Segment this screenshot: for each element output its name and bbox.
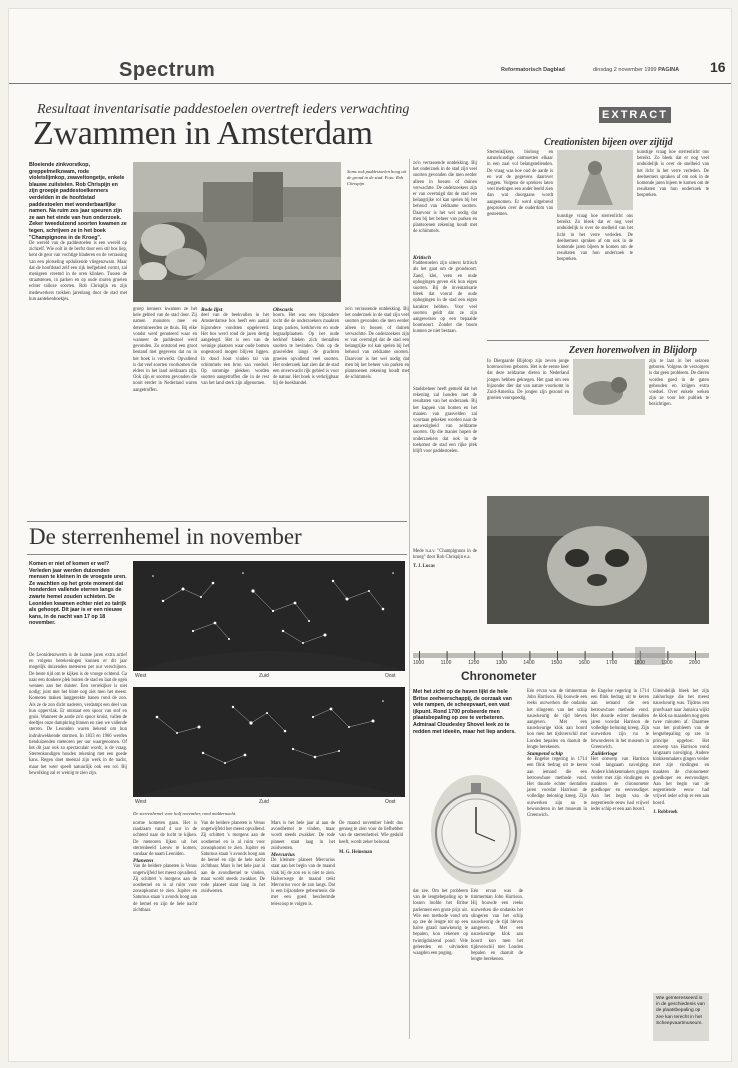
masthead	[9, 49, 731, 84]
chron-col3-text: Eén ervan was de timmerman John Harrison. Hij bouwde een reeks uurwerken die ondanks het slingeren van het schip nauwkeurig de tijd bleven aangeven. Met een nauwkeurige klok aan boord kon men het tijdsverschil met Londen bepalen en daaruit de lengte berekenen.	[527, 689, 587, 750]
extract-item1-col3: kunstige vraag hoe sterrenlicht ons bereikt. Zo bleek dat er nog veel onduidelijk is over de snelheid van het licht in het verre verleden. De deelnemers spraken af om ook in de komende jaren bijeen te komen om de resultaten van hun onderzoek te bespreken.	[637, 150, 709, 199]
subheading-zuilderloge: Zuilderloge	[591, 751, 618, 758]
timeline-year-label: 1800	[633, 660, 645, 666]
article-column-2: groep kenners kwamen ze het hele gebied van de stad door. Zij namen monsters mee en determineerden ze thuis. Bij elke vondst werd genoteerd waar en wanneer de paddestoel werd gevonden. Zo ontstond een groot bestand met gegevens dat nu in het boek is verwerkt. Opvallend is dat veel soorten voorkomen die elders in het land zeldzaam zijn. Ook zijn er soorten gevonden die nooit eerder in Nederland waren aangetroffen.	[133, 307, 197, 393]
star-map-west	[133, 561, 405, 671]
chron-col4-more: Het ontwerp van Harrison vond langzaam navolging. Andere klokkenmakers gingen verder met zijn vindingen en maakten de chronometer goedkoper en eenvoudiger. Aan het begin van de negentiende eeuw had vrijwel ieder schip er een aan boord.	[591, 757, 649, 812]
article-column-8: Stadsbeheer heeft gemeld dat het rekening zal houden met de resultaten van het onderzoek. Bij het kappen van bomen en het maaien van grasvelden zal voortaan gekeken worden naar de aanwezigheid van zeldzame soorten. Op die manier hopen de onderzoekers dat ook in de toekomst de stad een rijke plek blijft voor paddestoelen.	[413, 387, 477, 455]
chronometer-byline: J. Robbroek	[653, 809, 678, 815]
stars-column-3	[201, 821, 265, 1046]
wolf-photo	[573, 359, 645, 415]
extract-item2-title: Zeven horenwolven in Blijdorp	[569, 345, 698, 356]
stars-column-4	[271, 821, 335, 1046]
stars-lede: Komen er niet of komen er wel? Verleden jaar werden duizenden mensen te kleinen in de vroegste uren. Ze wachtten op het grote moment dat honderden vallende sterren langs de zwarte hemel zouden schieten. De Leoniden kwamen echter niet zo talrijk als gehoopt. Dit jaar is er een nieuwe kans, in de nacht van 17 op 18 november.	[29, 561, 127, 627]
column-3-text: deel van de beekvallen in het Amsterdamse bos heeft een aantal bijzondere vondsten opgeleverd. Het bos werd rond de jaren dertig aangelegd. Het is een van de weinige plaatsen waar oude bomen ongestoord mogen blijven liggen. In dood hout vinden tal van schimmels een bron van voedsel. Op sommige plekken worden soorten aangetroffen die in de rest van het land sterk zijn afgenomen.	[201, 313, 269, 387]
timeline-year-label: 1200	[468, 660, 480, 666]
extract-divider	[487, 340, 709, 341]
timeline-year-label: 2000	[689, 660, 701, 666]
star-map-east-graphic	[133, 687, 405, 797]
stars-top-rule	[27, 521, 407, 522]
extract-item1-col2: kunstige vraag hoe sterrenlicht ons bereikt. Zo bleek dat er nog veel onduidelijk is over de snelheid van het licht in het verre verleden. De deelnemers spraken af om ook in de komende jaren bijeen te komen om de resultaten van hun onderzoek te bespreken.	[557, 214, 633, 263]
timeline-year-label: 1100	[440, 660, 452, 666]
stars-column-2-more: Van de heldere planeten is Venus ongetwijfeld het meest opvallend. Zij schittert 's morgens aan de oosthemel en is al ruim voor zonsopkomst te zien. Jupiter en Saturnus staan 's avonds hoog aan de hemel en zijn de hele nacht zichtbaar.	[133, 864, 197, 913]
extract-label: EXTRACT	[599, 107, 671, 123]
stars-headline: De sterrenhemel in november	[29, 524, 302, 549]
article-column-6: zo'n verrassende ontdekking. Bij het onderzoek in de stad zijn veel soorten gevonden die men eerder alleen in bossen of duinen verwachtte. De onderzoekers zijn er van overtuigd dat de stad een belangrijke rol kan spelen bij het behoud van zeldzame soorten. Daarvoor is het wel nodig dat men bij het beheer van parken en plantsoenen rekening houdt met de schimmels.	[413, 161, 477, 235]
book-reference: Mede n.a.v. "Champignons in de kroeg" door Rob Chrispijn e.a.	[413, 549, 477, 561]
stars-column-3-text: Van de heldere planeten is Venus ongetwijfeld het meest opvallend. Zij schittert 's morgens aan de oosthemel en is al ruim voor zonsopkomst te zien. Jupiter en Saturnus staan 's avonds hoog aan de hemel en zijn de hele nacht zichtbaar.	[201, 821, 265, 870]
star-map-east	[133, 687, 405, 797]
stars-column-1-more2: De Leoniden waren bekend om hun indrukwekkende stormen. In 1833 en 1966 werden tienduizenden meteoren per uur waargenomen. Of het dit jaar ook zo spectaculair wordt, is de vraag. Sterrenkundigen houden rekening met een goede kans.	[29, 727, 127, 764]
chron-col5-more: Het ontwerp van Harrison vond langzaam navolging. Andere klokkenmakers gingen verder met zijn vindingen en maakten de chronometer goedkoper en eenvoudiger. Aan het begin van de negentiende eeuw had vrijwel ieder schip er een aan boord.	[653, 738, 710, 806]
timeline-year-label: 1000	[413, 660, 425, 666]
timeline-labels	[413, 659, 709, 667]
column-divider	[409, 159, 410, 1039]
stars-byline: M. G. Heinsman	[339, 849, 373, 855]
stars-column-1-text: De Leonidenzwerm is de laatste jaren extra actief en volgens berekeningen kunnen er dit jaar mogelijk duizenden meteoren per uur verschijnen. De beste tijd om te kijken is de vroege ochtend. Ga naar een donkere plek buiten de stad en laat de ogen wennen aan het duister. Een verrekijker is niet nodig; juist met het blote oog ziet men het meest.	[29, 653, 127, 696]
chronometer-graphic	[431, 775, 521, 885]
map2-south-label: Zuid	[259, 799, 269, 805]
wolf-graphic	[573, 359, 645, 415]
timeline-year-label: 1500	[551, 660, 563, 666]
chronometer-column-3	[527, 689, 587, 1039]
chronometer-column-4	[591, 689, 649, 1039]
stars-column-5-text: De maand november biedt dus genoeg te zien voor de liefhebber van de sterrenhemel. Wie geduld heeft, wordt zeker beloond.	[339, 821, 403, 845]
map1-east-label: Oost	[385, 673, 396, 679]
map1-west-label: West	[135, 673, 147, 679]
subheading-kritisch: Kritisch	[413, 255, 432, 261]
timeline-year-label: 1400	[523, 660, 535, 666]
page-number: 16	[710, 59, 726, 75]
mushroom-photo-graphic	[133, 162, 341, 302]
article-column-7	[413, 255, 477, 383]
timeline-year-label: 1900	[661, 660, 673, 666]
extract-item1-photo	[557, 150, 633, 210]
star-map-east-labels	[133, 798, 405, 810]
article-kicker: Resultaat inventarisatie paddestoelen overtreft ieders verwachting	[37, 102, 410, 117]
chronometer-lede: Met het zicht op de haven lijkt de hele Britse zeeheerschappij, de oorzaak van vele rampen, de scheepvaart, een vast ijkpunt. Rond 1700 probeerde men plaatsbepaling op zee te verbeteren. Admiraal Cloudesley Shovel leek zo te redden met ideeën, maar het liep anders.	[413, 689, 516, 735]
date-text: dinsdag 2 november 1999	[593, 67, 657, 73]
extract-item1-title: Creationisten bijeen over zijtijd	[544, 137, 673, 148]
article-column-4	[273, 307, 339, 387]
timeline-year-label: 1300	[495, 660, 507, 666]
star-map-west-graphic	[133, 561, 405, 671]
page-label: PAGINA	[658, 67, 680, 73]
extract-item1-col1: Sterrenkijkers, bioloog en natuurkundige ontmoetten elkaar in een zaal vol belangstellenden. De vraag was hoe oud de aarde is en wat de gegevens daarover zeggen. Volgens de sprekers laten veel metingen een ander beeld zien dan wat doorgaans wordt aangenomen. Er werd uitgebreid gesproken over de ouderdom van gesteenten.	[487, 150, 553, 218]
stars-column-5	[339, 821, 403, 1046]
map2-west-label: West	[135, 799, 147, 805]
stars-column-1-more: Kometen maken langgerekte banen rond de zon. Als ze de zon dicht naderen, verdampt een deel van hun oppervlak. Er ontstaat een spoor van stof en gruis. Wanneer de aarde zo'n spoor kruist, vallen de deeltjes onze dampkring binnen en zien we vallende sterren.	[29, 696, 128, 733]
article-column-1: De wereld van de paddestoelen is een wereld op zichzelf. Wie ooit in de herfst door een stil bos liep, kent de geur van vochtige bladeren en de verrassing van een plotseling opduikende vliegenzwam. Maar dat de hoofdstad zelf een rijk leefgebied vormt, zal menigeen vreemd in de oren klinken. Tussen de straatstenen, in parken en op oude muren groeien echter talloze soorten. Rob Chrispijn en zijn medewerkers trokken jarenlang door de stad met hun aantekenboekjes.	[29, 241, 127, 302]
subheading-rode-lijst: Rode lijst	[201, 307, 223, 313]
chron-col3-more: de Engelse regering in 1714 een flink bedrag uit te keren aan iemand die een betrouwbare methode vond. Het duurde echter tientallen jaren voordat Harrison de volledige beloning kreeg. Zijn uurwerken zijn nu te bewonderen in het museum in Greenwich.	[527, 757, 587, 819]
chronometer-photo	[431, 775, 521, 885]
star-map-west-labels	[133, 672, 405, 684]
stars-column-3-more: Mars is het hele jaar al aan de avondhemel te vinden, maar wordt steeds zwakker. De rode planeet staat laag in het zuidwesten.	[201, 864, 266, 895]
horenwolf-photo	[487, 496, 709, 624]
stars-column-4-more: De kleinste planeet Mercurius staat aan het begin van de maand vlak bij de zon en is niet te zien. Halverwege de maand trekt Mercurius voor de zon langs. Dat is een bijzondere gebeurtenis die met een goed beschermde telescoop te volgen is.	[271, 858, 335, 907]
subheading-mercurius: Mercurius	[271, 852, 295, 859]
subheading-obscuris: Obscuris	[273, 307, 294, 313]
newspaper-page	[8, 8, 732, 1062]
map1-south-label: Zuid	[259, 673, 269, 679]
timeline-year-label: 1700	[606, 660, 618, 666]
chronometer-column-5	[653, 689, 709, 987]
article-column-5: zo'n verrassende ontdekking. Bij het onderzoek in de stad zijn veel soorten gevonden die men eerder alleen in bossen of duinen verwachtte. De onderzoekers zijn er van overtuigd dat de stad een belangrijke rol kan spelen bij het behoud van zeldzame soorten. Daarvoor is het wel nodig dat men bij het beheer van parken en plantsoenen rekening houdt met de schimmels.	[345, 307, 409, 381]
stars-column-4-text: Mars is het hele jaar al aan de avondhemel te vinden, maar wordt steeds zwakker. De rode planeet staat laag in het zuidwesten.	[271, 821, 335, 851]
mushroom-photo	[133, 162, 341, 302]
article-column-9	[413, 549, 477, 629]
chronometer-column-2: Eén ervan was de timmerman John Harrison. Hij bouwde een reeks uurwerken die ondanks het slingeren van het schip nauwkeurig de tijd bleven aangeven. Met een nauwkeurige klok aan boord kon men het tijdsverschil met Londen bepalen en daaruit de lengte berekenen.	[471, 889, 523, 963]
extract-item2-col2: zijn te laat in het seizoen geboren. Volgens de verzorgers is dat geen probleem. De dieren worden goed in de gaten gehouden en krijgen extra voedsel. Over enkele weken zijn ze voor het publiek te bezichtigen.	[649, 359, 709, 408]
timeline-year-label: 1600	[578, 660, 590, 666]
stars-bottom-rule	[27, 554, 407, 555]
chronometer-info-box: Wie geïnteresseerd is in de geschiedenis van de plaatsbepaling op zee kan terecht in het Scheepvaartmuseum.	[653, 993, 709, 1041]
stars-column-1-more3: Regen doet meestal zijn werk in de nacht, maar het weer speelt natuurlijk ook een rol. Bij bewolking zal er weinig te zien zijn.	[29, 758, 128, 776]
subheading-stampend-schip: Stampend schip	[527, 751, 563, 758]
map2-east-label: Oost	[385, 799, 396, 805]
chron-col5-text: Uiteindelijk bleek het zijn zakhorloge die het meest nauwkeurig was. Tijdens een proefvaart naar Jamaica wijkt de klok na maanden nog geen twee minuten af. Daarmee was het probleem van de lengtebepaling op zee in principe opgelost.	[653, 689, 709, 744]
stars-column-2	[133, 821, 197, 1046]
chron-col4-text: de Engelse regering in 1714 een flink bedrag uit te keren aan iemand die een betrouwbare methode vond. Het duurde echter tientallen jaren voordat Harrison de volledige beloning kreeg. Zijn uurwerken zijn nu te bewonderen in het museum in Greenwich.	[591, 689, 649, 750]
chronometer-timeline	[413, 637, 709, 683]
issue-date	[593, 67, 679, 73]
sculpture-graphic	[557, 150, 633, 210]
article-byline: T. J. Lucas	[413, 564, 435, 570]
horenwolf-graphic	[487, 496, 709, 624]
chronometer-column-1: dat zee. Om het probleem van de lengtebepaling op te lossen loofde het Britse parlement een grote prijs uit. Wie een methode vond om op zee de lengte tot op een halve graad nauwkeurig te bepalen, kon rekenen op twintigduizend pond. Vele geleerden en uitvinders waagden een poging.	[413, 889, 468, 957]
stars-column-1	[29, 653, 127, 1043]
article-lede: Bloeiende zinkvorstkop, greppelmelkzwam, rode violetslijmkop, zwaveltongetje, enkele blauwe zuilstelen. Rob Chrispijn en zijn groepje paddestoelkenners verdelden in de hoofdstad paddestoelen met wonderbaarlijke namen. Na ruim zes jaar speuren zijn ze aan het einde van hun onderzoek. Zeker tweeduizend soorten kwamen ze tegen, schrijven ze in het boek "Champignons in de Kroeg".	[29, 162, 127, 241]
subheading-planeten: Planeten	[133, 858, 154, 865]
publication-name: Reformatorisch Dagblad	[501, 67, 565, 73]
article-headline: Zwammen in Amsterdam	[33, 115, 373, 152]
extract-item2-col1: In Diergaarde Blijdorp zijn zeven jonge horenwolven geboren. Het is de eerste keer dat deze zeldzame dieren in Nederland jongen hebben gekregen. Het gaat om een bijzonder dier dat van nature voorkomt in Zuid-Amerika. De jongen zijn gezond en groeien voorspoedig.	[487, 359, 569, 402]
chronometer-title: Chronometer	[461, 669, 537, 683]
photo-caption: Soms ook paddestoelen hoog uit de grond in de stad. Foto: Rob Chrispijn	[347, 169, 407, 186]
column-4-text: hoorn. Het was een bijzondere tocht die de onderzoekers maakten langs parken, kerkhoven en oude begraafplaatsen. Op het oude kerkhof bleken zich tientallen soorten te bevinden. Ook op de grasvelden langs de grachten groeien opvallend veel soorten. Het onderzoek laat zien dat de stad een onverwacht rijk gebied is voor de natuur. Het boek is verkrijgbaar bij de boekhandel.	[273, 313, 339, 387]
column-7-text: Paddestoelen zijn uiterst kritisch als het gaat om de grondsoort. Zand, klei, veen en oude ophogingen geven elk hun eigen soorten. Bij de inventarisatie bleek dat vooral de oude ophogingen in de stad een eigen karakter hebben. Voor veel soorten geldt dat ze zijn aangewezen op een bepaalde boomsoort. Zonder die boom kunnen ze niet bestaan.	[413, 261, 477, 335]
article-column-3	[201, 307, 269, 387]
star-map-caption: De sterrenhemel voor half november, rond middernacht.	[133, 811, 237, 816]
stars-column-2-text: norme kometen gaan. Het is raadzaam vanaf 4 uur in de ochtend naar de lucht te kijken. De meteoren lijken uit het sterrenbeeld Leeuw te komen, vandaar de naam Leoniden.	[133, 821, 197, 858]
section-title: Spectrum	[119, 59, 216, 81]
